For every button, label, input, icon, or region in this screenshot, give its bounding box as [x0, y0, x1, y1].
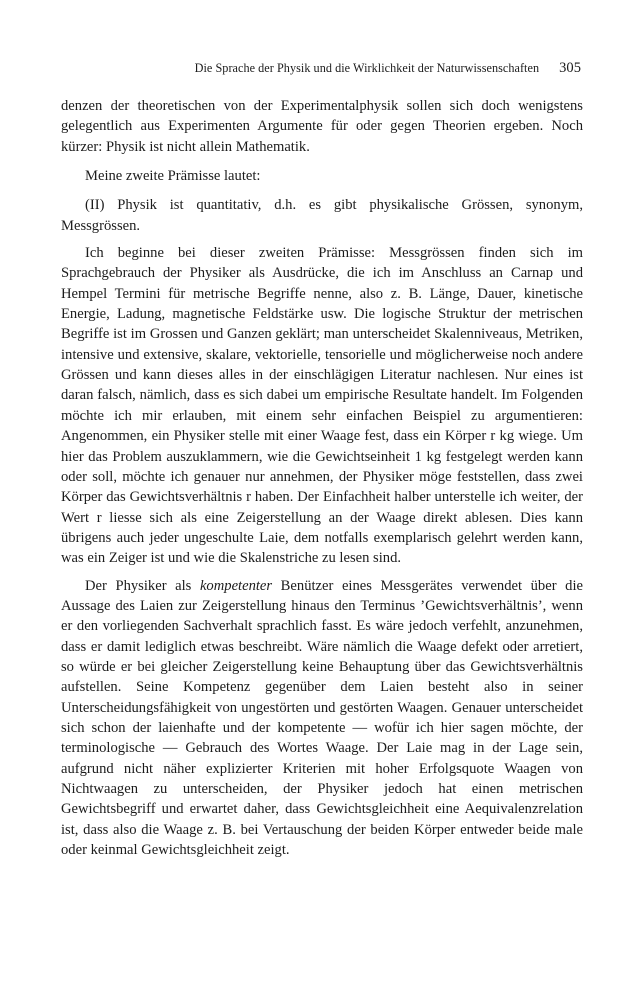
page-number: 305 — [559, 60, 581, 76]
paragraph-premise-two: (II) Physik ist quantitativ, d.h. es gibt physikalische Grössen, synonym, Messgrössen. — [61, 197, 583, 234]
running-header — [61, 60, 583, 84]
paragraph-measurement: Ich beginne bei dieser zweiten Prämisse: Messgrössen finden sich im Sprachgebrauch der Physiker als Ausdrücke, die ich im Anschluss an Carnap und Hempel Termini für metrische Begriffe nenne, also z. B. Länge, Dauer, kinetische Energie, Ladung, magnetische Feldstärke usw. Die logische Struktur der metrischen Begriffe ist im Grossen und Ganzen geklärt; man unterscheidet Skalenniveaus, Metriken, intensive und extensive, skalare, vektorielle, tensorielle und möglicherweise noch andere Grössen und kann dieses alles in der einschlägigen Literatur nachlesen. Nur eines ist daran falsch, nämlich, dass es sich dabei um empirische Resultate handelt. Im Folgenden möchte ich mir erlauben, mit einem sehr einfachen Beispiel zu argumentieren: Angenommen, ein Physiker stelle mit einer Waage fest, dass ein Körper r kg wiege. Um hier das Problem auszuklammern, wie die Gewichtseinheit 1 kg festgelegt werden kann oder soll, möchte ich genauer nur annehmen, der Physiker möge feststellen, dass zwei Körper das Gewichtsverhältnis r haben. Der Einfachheit halber unterstelle ich weiter, der Wert r liesse sich als eine Zeigerstellung an der Waage direkt ablesen. Dies kann übrigens auch jeder ungeschulte Laie, dem notfalls exemplarisch gelehrt werden kann, was ein Zeiger ist und wie die Skalenstriche zu lesen sind. — [61, 245, 583, 567]
paragraph-premise-intro: Meine zweite Prämisse lautet: — [85, 168, 261, 185]
book-page — [61, 60, 583, 860]
running-title: Die Sprache der Physik und die Wirklichkeit der Naturwissenschaften — [194, 61, 540, 75]
p5-text-before: Der Physiker als — [85, 577, 200, 594]
paragraph-competent-user — [61, 576, 583, 861]
p5-text-after: Benützer eines Messgerätes verwendet über die Aussage des Laien zur Zeigerstellung hinaus den Terminus ’Gewichtsverhältnis’, wenn er den vorliegenden Sachverhalt sprachlich fasst. Es wäre jedoch verfehlt, anzunehmen, dass er damit lediglich etwas beschreibt. Wäre nämlich die Waage defekt oder arretiert, so würde er bei gleicher Zeigerstellung keine Behauptung über das Gewichtsverhältnis aufstellen. Seine Kompetenz gegenüber dem Laien besteht also in seiner Unterscheidungsfähigkeit von ungestörten und gestörten Waagen. Genauer unterscheidet sich schon der laienhafte und der kompetente — wofür ich hier sagen möchte, der terminologische — Gebrauch des Wortes Waage. Der Laie mag in der Lage sein, aufgrund nicht näher explizierter Kriterien mit hoher Erfolgsquote Waagen von Nichtwaagen zu unterscheiden, der Physiker jedoch hat einen metrischen Gewichtsbegriff und erwartet daher, dass Gewichtsgleichheit eine Aequivalenzrelation ist, dass also die Waage z. B. bei Vertauschung der beiden Körper entweder beide male oder keinmal Gewichtsgleichheit zeigt. — [61, 577, 583, 859]
emphasis-kompetenter: kompetenter — [199, 577, 273, 594]
body-text — [61, 96, 583, 860]
paragraph-continuation: denzen der theoretischen von der Experimentalphysik sollen sich doch wenigstens gelegentlich aus Experimenten Argumente für oder gegen Theorien ergeben. Noch kürzer: Physik ist nicht allein Mathematik. — [61, 98, 583, 155]
